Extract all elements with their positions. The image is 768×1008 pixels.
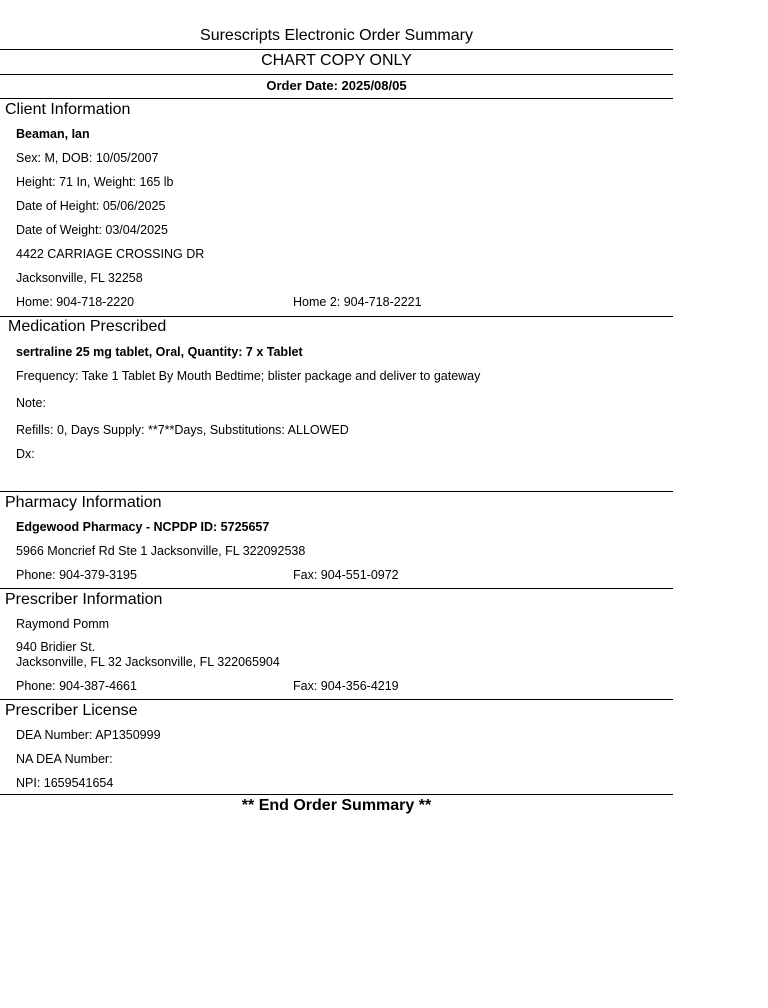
divider bbox=[0, 316, 673, 317]
medication-frequency: Frequency: Take 1 Tablet By Mouth Bedtime; blister package and deliver to gateway bbox=[16, 369, 481, 383]
prescriber-heading: Prescriber Information bbox=[5, 591, 163, 608]
client-address-line2: Jacksonville, FL 32258 bbox=[16, 271, 143, 285]
divider bbox=[0, 794, 673, 795]
pharmacy-name: Edgewood Pharmacy - NCPDP ID: 5725657 bbox=[16, 520, 270, 534]
prescriber-phone: Phone: 904-387-4661 bbox=[16, 679, 137, 693]
pharmacy-phone: Phone: 904-379-3195 bbox=[16, 568, 137, 582]
client-date-of-height: Date of Height: 05/06/2025 bbox=[16, 199, 166, 213]
divider bbox=[0, 588, 673, 589]
license-na-dea-number: NA DEA Number: bbox=[16, 752, 113, 766]
license-dea-number: DEA Number: AP1350999 bbox=[16, 728, 161, 742]
divider bbox=[0, 491, 673, 492]
end-order-summary: ** End Order Summary ** bbox=[241, 797, 432, 814]
client-name: Beaman, Ian bbox=[16, 127, 90, 141]
license-npi: NPI: 1659541654 bbox=[16, 776, 114, 790]
license-heading: Prescriber License bbox=[5, 702, 138, 719]
prescriber-fax: Fax: 904-356-4219 bbox=[293, 679, 399, 693]
client-sex-dob: Sex: M, DOB: 10/05/2007 bbox=[16, 151, 159, 165]
divider bbox=[0, 74, 673, 75]
client-home2-phone: Home 2: 904-718-2221 bbox=[293, 295, 422, 309]
client-information-heading: Client Information bbox=[5, 101, 131, 118]
medication-heading: Medication Prescribed bbox=[8, 318, 167, 335]
medication-note: Note: bbox=[16, 396, 46, 410]
prescriber-name: Raymond Pomm bbox=[16, 617, 110, 631]
pharmacy-fax: Fax: 904-551-0972 bbox=[293, 568, 399, 582]
client-height-weight: Height: 71 In, Weight: 165 lb bbox=[16, 175, 174, 189]
client-date-of-weight: Date of Weight: 03/04/2025 bbox=[16, 223, 168, 237]
medication-refills: Refills: 0, Days Supply: **7**Days, Substitutions: ALLOWED bbox=[16, 423, 349, 437]
chart-copy-label: CHART COPY ONLY bbox=[261, 52, 412, 69]
pharmacy-address: 5966 Moncrief Rd Ste 1 Jacksonville, FL 322092538 bbox=[16, 544, 306, 558]
medication-dx: Dx: bbox=[16, 447, 35, 461]
pharmacy-heading: Pharmacy Information bbox=[5, 494, 162, 511]
client-home-phone: Home: 904-718-2220 bbox=[16, 295, 135, 309]
prescriber-address-line2: Jacksonville, FL 32 Jacksonville, FL 322065904 bbox=[16, 655, 280, 669]
order-date: Order Date: 2025/08/05 bbox=[266, 78, 407, 93]
document-title: Surescripts Electronic Order Summary bbox=[200, 27, 473, 44]
client-address-line1: 4422 CARRIAGE CROSSING DR bbox=[16, 247, 205, 261]
divider bbox=[0, 699, 673, 700]
prescriber-address-line1: 940 Bridier St. bbox=[16, 640, 96, 654]
divider bbox=[0, 49, 673, 50]
medication-drug: sertraline 25 mg tablet, Oral, Quantity: 7 x Tablet bbox=[16, 345, 303, 359]
divider bbox=[0, 98, 673, 99]
